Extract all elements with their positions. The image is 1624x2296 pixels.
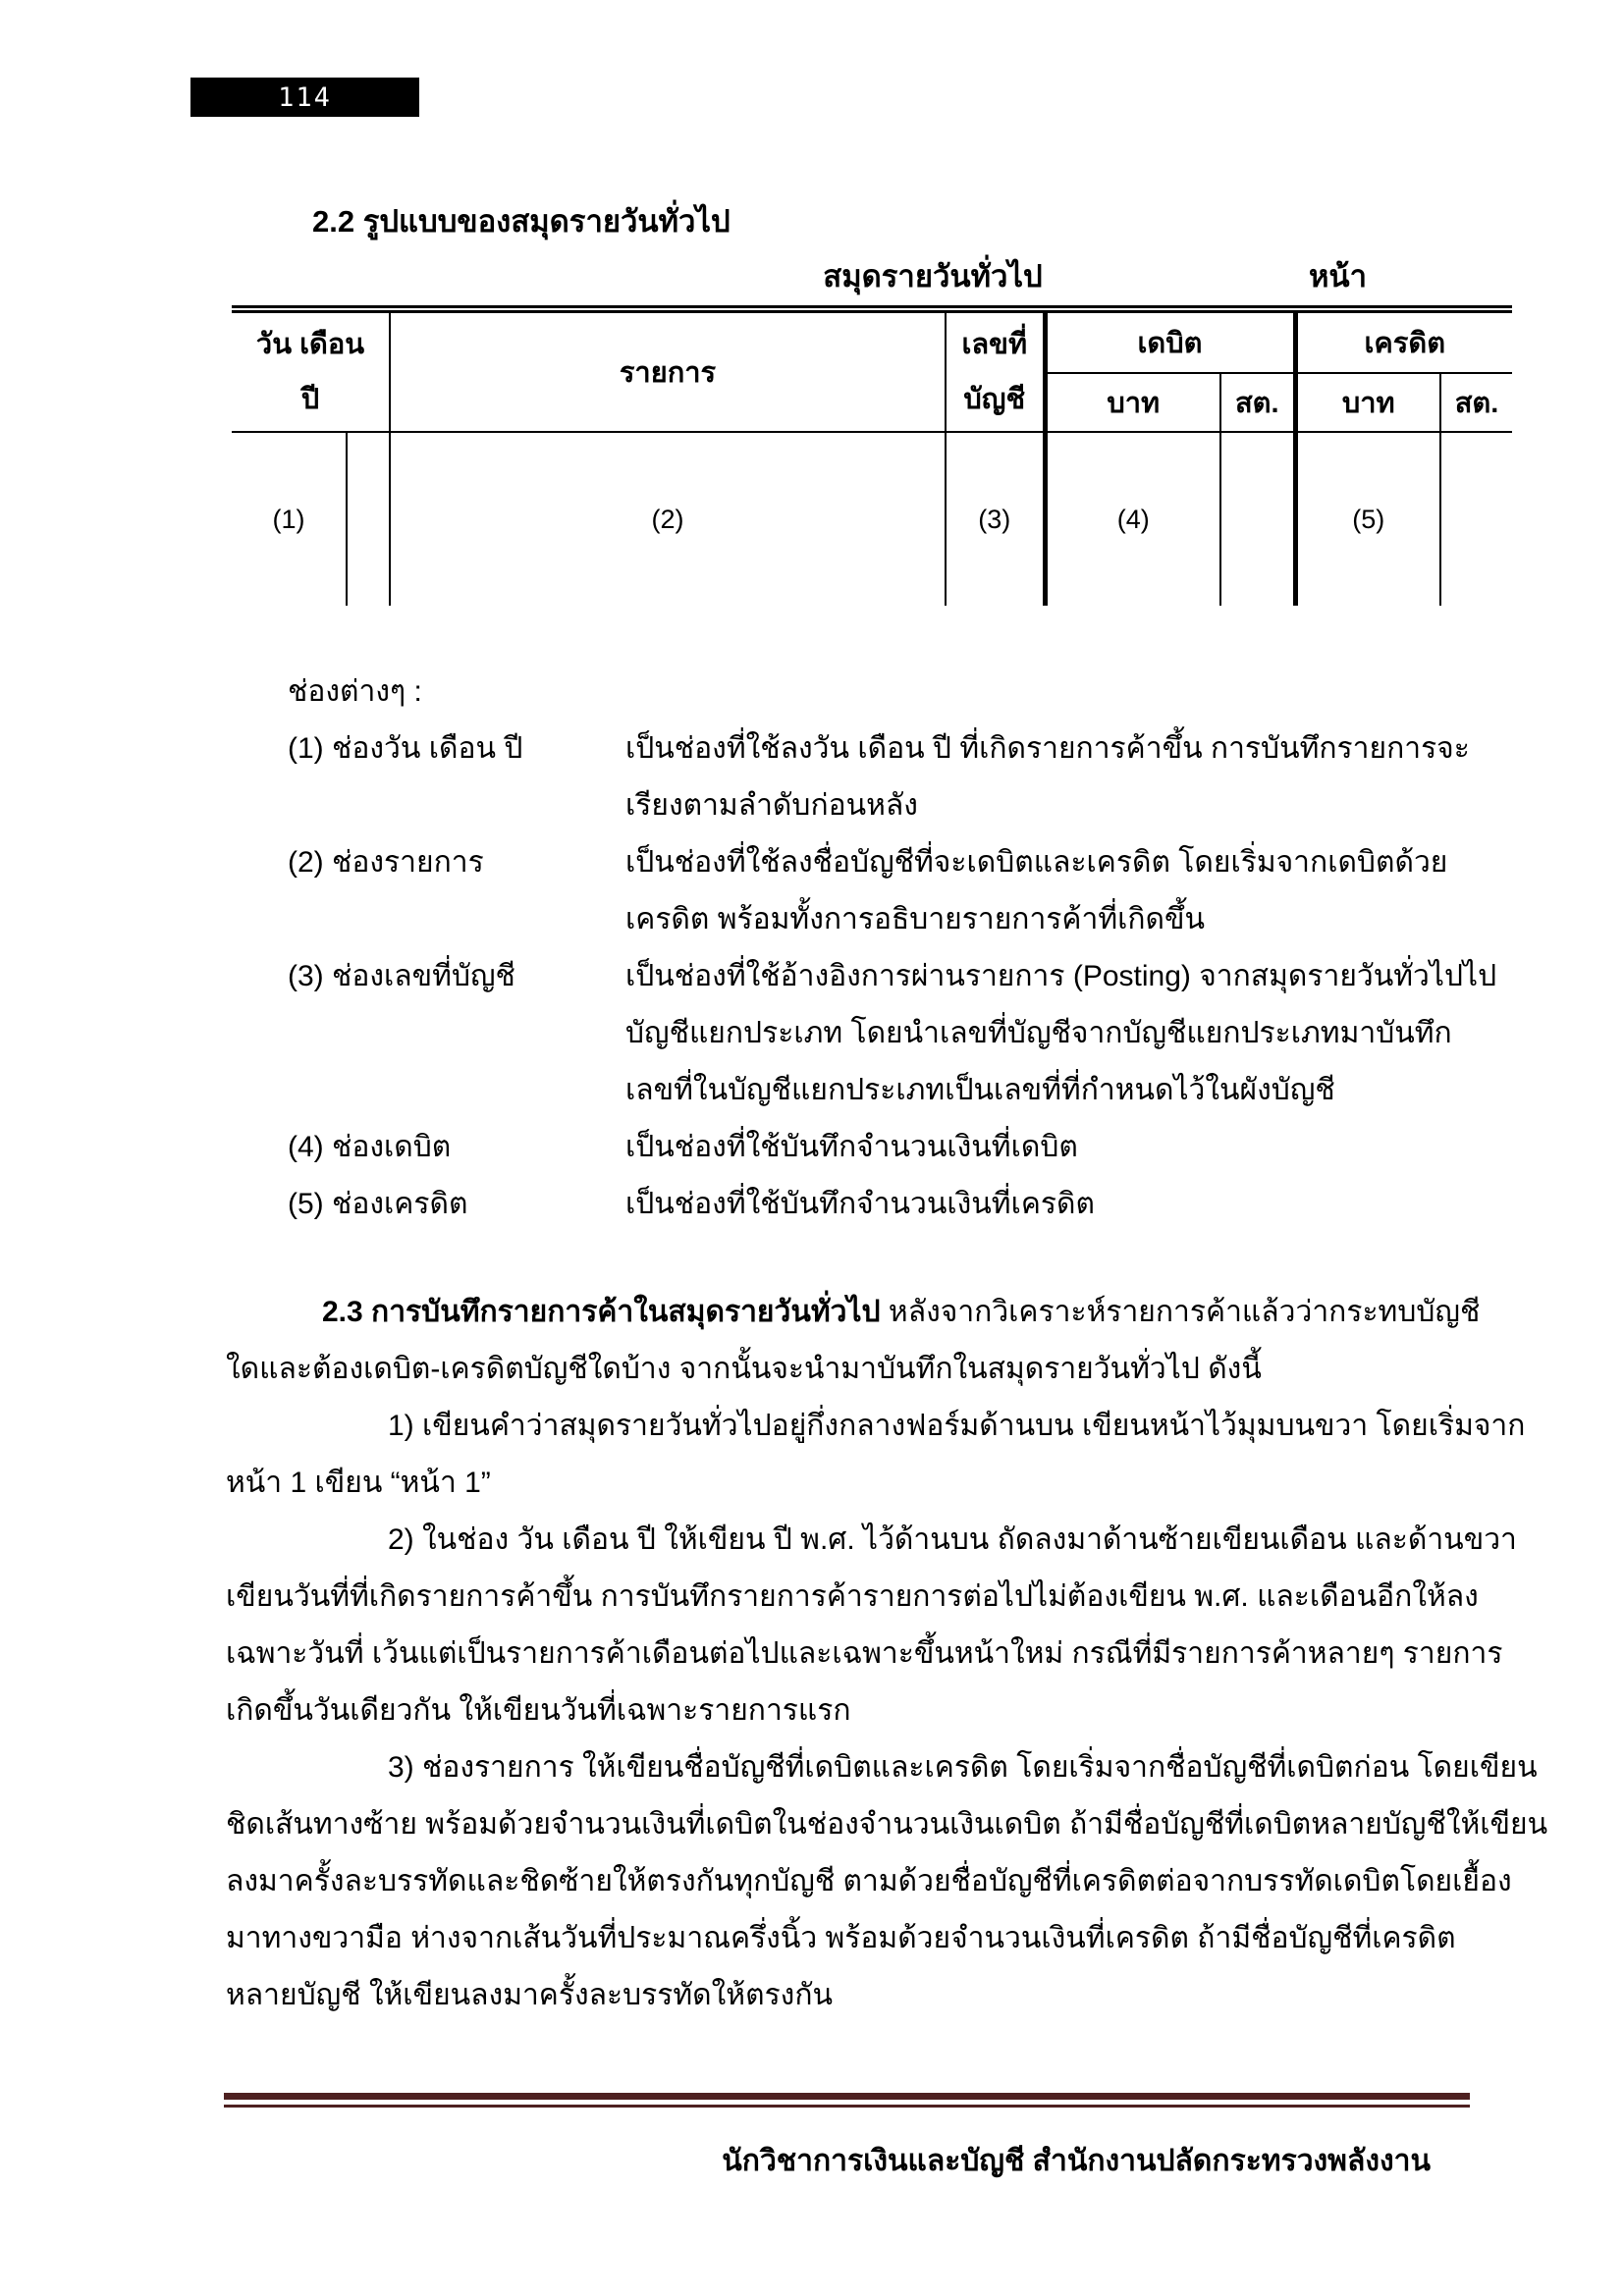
paragraph-line: มาทางขวามือ ห่างจากเส้นวันที่ประมาณครึ่งนิ้ว พร้อมด้วยจำนวนเงินที่เครดิต ถ้ามีชื่อบัญชีที่เครดิต bbox=[226, 1922, 1456, 1954]
journal-page-label: หน้า bbox=[1309, 259, 1368, 294]
section-2-3-heading: 2.3 การบันทึกรายการค้าในสมุดรายวันทั่วไป bbox=[322, 1296, 881, 1328]
definition-label bbox=[288, 1062, 625, 1119]
definition-desc: เครดิต พร้อมทั้งการอธิบายรายการค้าที่เกิดขึ้น bbox=[625, 903, 1206, 935]
body-cell-debit-satang bbox=[1220, 432, 1295, 606]
col-header-debit: เดบิต bbox=[1045, 309, 1295, 373]
paragraph-line: 2) ในช่อง วัน เดือน ปี ให้เขียน ปี พ.ศ. ไว้ด้านบน ถัดลงมาด้านซ้ายเขียนเดือน และด้านขวา bbox=[388, 1523, 1517, 1556]
col-header-debit-baht: บาท bbox=[1045, 373, 1220, 432]
col-header-credit: เครดิต bbox=[1295, 309, 1512, 373]
section-2-3-heading-rest: หลังจากวิเคราะห์รายการค้าแล้วว่ากระทบบัญชี bbox=[880, 1296, 1481, 1328]
col-header-debit-satang: สต. bbox=[1220, 373, 1295, 432]
col-header-description: รายการ bbox=[390, 309, 946, 432]
paragraph-line: 3) ช่องรายการ ให้เขียนชื่อบัญชีที่เดบิตและเครดิต โดยเริ่มจากชื่อบัญชีที่เดบิตก่อน โดยเขียน bbox=[388, 1751, 1538, 1784]
section-2-2-heading: 2.2 รูปแบบของสมุดรายวันทั่วไป bbox=[312, 204, 731, 239]
footer-rule-thick bbox=[224, 2093, 1470, 2100]
definition-desc: บัญชีแยกประเภท โดยนำเลขที่บัญชีจากบัญชีแยกประเภทมาบันทึก bbox=[625, 1017, 1452, 1049]
column-definitions bbox=[288, 664, 1496, 1233]
paragraph-line: เขียนวันที่ที่เกิดรายการค้าขึ้น การบันทึกรายการค้ารายการต่อไปไม่ต้องเขียน พ.ศ. และเดือนอีกให้ลง bbox=[226, 1580, 1479, 1613]
col-header-date bbox=[232, 309, 390, 432]
section-2-3 bbox=[226, 1284, 1548, 2024]
definition-label bbox=[288, 891, 625, 948]
definition-row bbox=[288, 721, 1496, 777]
definition-desc: เป็นช่องที่ใช้บันทึกจำนวนเงินที่เครดิต bbox=[625, 1188, 1095, 1220]
paragraph-line: 1) เขียนคำว่าสมุดรายวันทั่วไปอยู่กึ่งกลางฟอร์มด้านบน เขียนหน้าไว้มุมบนขวา โดยเริ่มจาก bbox=[388, 1410, 1526, 1442]
body-cell-credit-satang bbox=[1440, 432, 1512, 606]
definition-desc: เป็นช่องที่ใช้บันทึกจำนวนเงินที่เดบิต bbox=[625, 1131, 1078, 1163]
definition-label: (3) ช่องเลขที่บัญชี bbox=[288, 960, 515, 992]
definition-row bbox=[288, 1119, 1496, 1176]
definition-desc: เป็นช่องที่ใช้ลงวัน เดือน ปี ที่เกิดรายการค้าขึ้น การบันทึกรายการจะ bbox=[625, 732, 1470, 765]
definition-row bbox=[288, 777, 1496, 834]
paragraph-line: ลงมาครั้งละบรรทัดและชิดซ้ายให้ตรงกันทุกบัญชี ตามด้วยชื่อบัญชีที่เครดิตต่อจากบรรทัดเดบิตโดยเยื้อง bbox=[226, 1865, 1512, 1897]
page-number-box bbox=[190, 78, 419, 117]
body-cell-date: (1) bbox=[232, 432, 347, 606]
paragraph-line: หน้า 1 เขียน “หน้า 1” bbox=[226, 1467, 491, 1499]
definition-label: (5) ช่องเครดิต bbox=[288, 1188, 468, 1220]
definition-desc: เป็นช่องที่ใช้อ้างอิงการผ่านรายการ (Posting) จากสมุดรายวันทั่วไปไป bbox=[625, 960, 1497, 992]
date-header-line2: ปี bbox=[300, 384, 320, 415]
paragraph-line: หลายบัญชี ให้เขียนลงมาครั้งละบรรทัดให้ตรงกัน bbox=[226, 1979, 834, 2011]
section-2-3-heading-line bbox=[226, 1284, 1492, 1341]
definition-label: (4) ช่องเดบิต bbox=[288, 1131, 452, 1163]
definitions-intro-row bbox=[288, 664, 1496, 721]
definition-row bbox=[288, 834, 1496, 891]
definition-desc: เป็นช่องที่ใช้ลงชื่อบัญชีที่จะเดบิตและเครดิต โดยเริ่มจากเดบิตด้วย bbox=[625, 846, 1448, 879]
account-no-header-line2: บัญชี bbox=[963, 384, 1026, 415]
definition-row bbox=[288, 891, 1496, 948]
page-number: 114 bbox=[278, 81, 332, 113]
definition-label bbox=[288, 777, 625, 834]
paragraph-line: เฉพาะวันที่ เว้นแต่เป็นรายการค้าเดือนต่อไปและเฉพาะขึ้นหน้าใหม่ กรณีที่มีรายการค้าหลายๆ รายการ bbox=[226, 1637, 1503, 1670]
definition-label bbox=[288, 1005, 625, 1062]
account-no-header-line1: เลขที่ bbox=[961, 329, 1028, 360]
body-cell-credit-baht: (5) bbox=[1295, 432, 1440, 606]
body-cell-account-no: (3) bbox=[946, 432, 1045, 606]
col-header-credit-baht: บาท bbox=[1295, 373, 1440, 432]
definition-row bbox=[288, 1005, 1496, 1062]
paragraph-line: ใดและต้องเดบิต-เครดิตบัญชีใดบ้าง จากนั้นจะนำมาบันทึกในสมุดรายวันทั่วไป ดังนี้ bbox=[226, 1353, 1262, 1385]
body-cell-description: (2) bbox=[390, 432, 946, 606]
definition-row bbox=[288, 1062, 1496, 1119]
definition-row bbox=[288, 948, 1496, 1005]
journal-form-table bbox=[232, 305, 1512, 606]
col-header-account-no bbox=[946, 309, 1045, 432]
definition-row bbox=[288, 1176, 1496, 1233]
definition-desc: เรียงตามลำดับก่อนหลัง bbox=[625, 789, 918, 822]
definition-label: (2) ช่องรายการ bbox=[288, 846, 484, 879]
journal-form-title: สมุดรายวันทั่วไป bbox=[823, 259, 1043, 294]
body-cell-debit-baht: (4) bbox=[1045, 432, 1220, 606]
date-header-line1: วัน เดือน bbox=[255, 329, 365, 360]
paragraph-line: เกิดขึ้นวันเดียวกัน ให้เขียนวันที่เฉพาะรายการแรก bbox=[226, 1694, 851, 1727]
footer-credit: นักวิชาการเงินและบัญชี สำนักงานปลัดกระทรวงพลังงาน bbox=[722, 2145, 1431, 2177]
paragraph-line: ชิดเส้นทางซ้าย พร้อมด้วยจำนวนเงินที่เดบิตในช่องจำนวนเงินเดบิต ถ้ามีชื่อบัญชีที่เดบิตหลายบัญชีให้เขียน bbox=[226, 1808, 1548, 1841]
definition-label: (1) ช่องวัน เดือน ปี bbox=[288, 732, 523, 765]
definition-desc: เลขที่ในบัญชีแยกประเภทเป็นเลขที่ที่กำหนดไว้ในผังบัญชี bbox=[625, 1074, 1335, 1106]
col-header-credit-satang: สต. bbox=[1440, 373, 1512, 432]
definitions-intro: ช่องต่างๆ : bbox=[288, 675, 422, 708]
body-cell-date-day bbox=[347, 432, 390, 606]
footer-rule-thin bbox=[224, 2105, 1470, 2108]
